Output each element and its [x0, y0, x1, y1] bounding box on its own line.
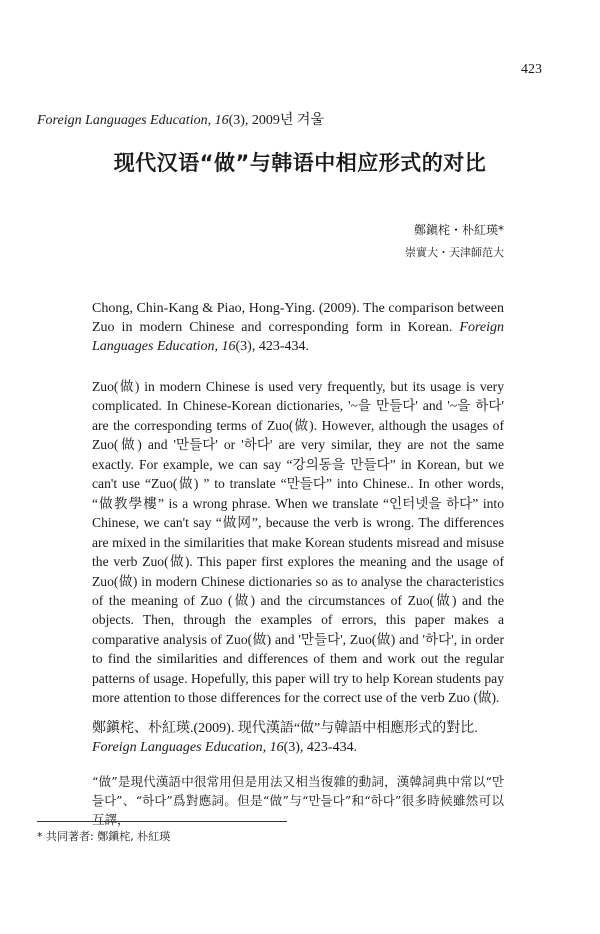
- chinese-citation-lead: 鄭鎭㭦、朴紅瑛.(2009). 现代漢語“做”与韓語中相應形式的對比.: [92, 721, 478, 736]
- footnote: * 共同著者: 鄭鎭㭦, 朴紅瑛: [37, 830, 171, 843]
- author-names: 鄭鎭㭦・朴紅瑛*: [413, 223, 504, 237]
- english-citation-lead: Chong, Chin-Kang & Piao, Hong-Ying. (2009). The comparison between Zuo in modern Chinese and corresponding form in Korean.: [92, 301, 504, 335]
- english-citation: [92, 299, 504, 356]
- journal-issue: (3), 2009년 겨울: [228, 113, 324, 128]
- english-citation-tail: (3), 423-434.: [235, 339, 309, 354]
- paper-title: 现代汉语“做”与韩语中相应形式的对比: [113, 151, 487, 175]
- abstract-paragraph: Zuo(做) in modern Chinese is used very frequently, but its usage is very complicated. In Chinese-Korean dictionaries, '~을 만들다' and '~을 하다' are the corresponding terms of Zuo(做). However, although the usages of Zuo(做) and '만들다' or '하다' are very similar, they are not the same exactly. For example, we can say “강의동을 만들다” in Korean, but we can't use “Zuo(做) ” to translate “만들다” into Chinese.. In other words, “做教學樓” is a wrong phrase. When we translate “인터넷을 하다” into Chinese, we can't say “做网”, because the verb is wrong. The differences are mixed in the similarities that make Korean students misread and misuse the verb Zuo(做). This paper first explores the meaning and the usage of Zuo(做) in modern Chinese dictionaries so as to analyse the characteristics of the meaning of Zuo (做) and the circumstances of Zuo(做) and the objects. Then, through the examples of errors, this paper makes a comparative analysis of Zuo(做) and '만들다', Zuo(做) and '하다', in order to find the similarities and differences of them and work out the regular patterns of usage. Hopefully, this paper will try to help Korean students pay more attention to those differences for the correct use of the verb Zuo (做).: [92, 379, 504, 706]
- author-affiliation: 崇實大・天津師范大: [405, 246, 504, 259]
- journal-name: Foreign Languages Education, 16: [37, 113, 229, 128]
- chinese-citation: [92, 719, 504, 757]
- footnote-rule: [37, 821, 287, 822]
- body-paragraph: “做”是現代漢語中很常用但是用法又相当復雜的動詞，漢韓詞典中常以“만들다”、“하다”爲對應詞。但是“做”与“만들다”和“하다”很多時候雖然可以互譯，: [92, 774, 504, 827]
- journal-header: [37, 109, 324, 129]
- chinese-citation-journal: Foreign Languages Education, 16: [92, 740, 284, 755]
- english-citation-journal: Foreign Languages Education, 16: [92, 320, 504, 354]
- page-number: 423: [521, 62, 542, 77]
- chinese-citation-tail: (3), 423-434.: [283, 740, 358, 755]
